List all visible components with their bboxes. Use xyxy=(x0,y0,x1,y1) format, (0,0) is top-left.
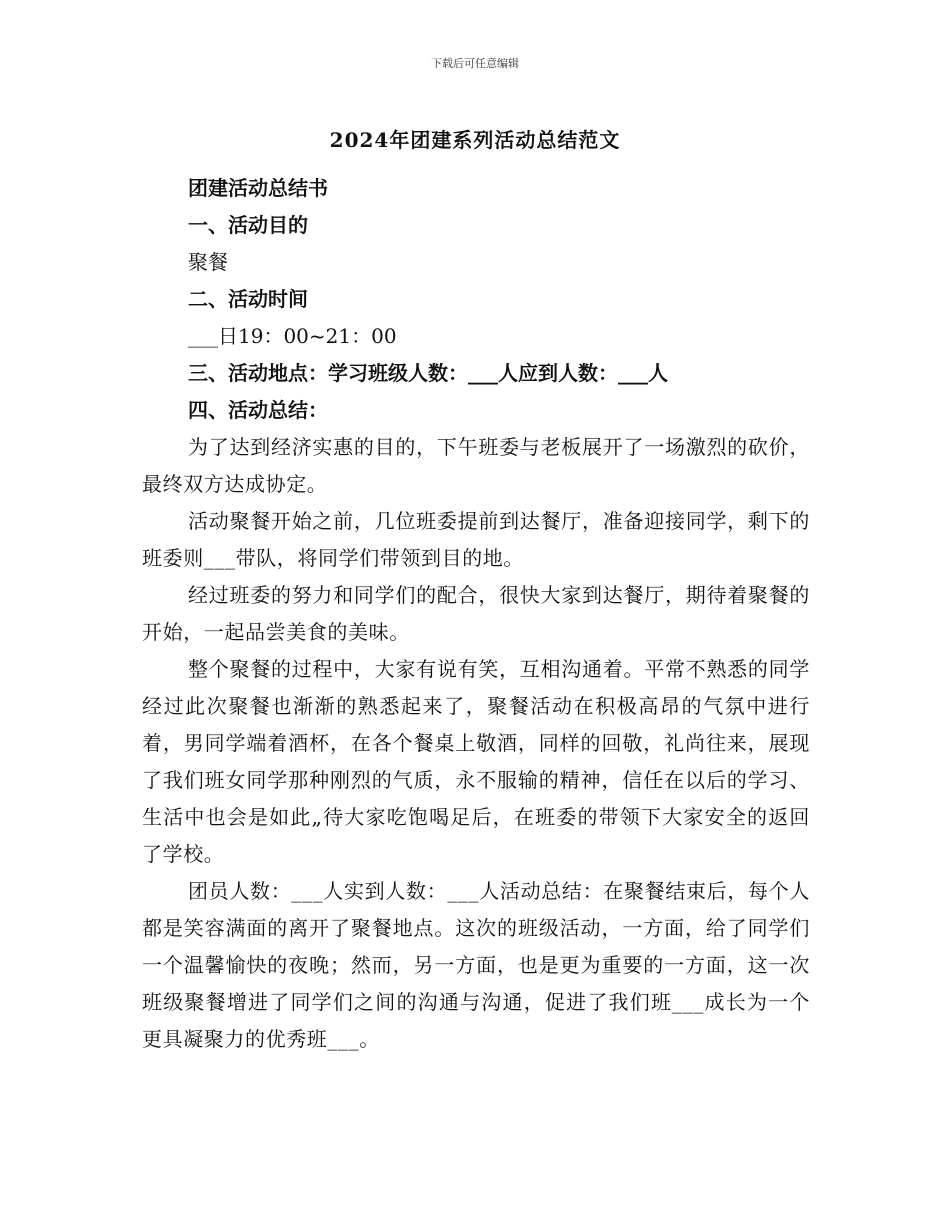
place-heading: 三、活动地点：学习班级人数：___人应到人数：___人 xyxy=(188,361,668,385)
document-title: 2024年团建系列活动总结范文 xyxy=(329,128,621,152)
purpose-text: 聚餐 xyxy=(188,250,228,274)
document-body xyxy=(142,170,810,1058)
paragraph-2: 活动聚餐开始之前，几位班委提前到达餐厅，准备迎接同学，剩下的班委则___带队，将同学们带领到目的地。 xyxy=(142,509,810,570)
paragraph-4: 整个聚餐的过程中，大家有说有笑，互相沟通着。平常不熟悉的同学经过此次聚餐也渐渐的熟悉起来了，聚餐活动在积极高昂的气氛中进行着，男同学端着酒杯，在各个餐桌上敬酒，同样的回敬，礼尚往来，展现了我们班女同学那种刚烈的气质，永不服输的精神，信任在以后的学习、生活中也会是如此„待大家吃饱喝足后，在班委的带领下大家安全的返回了学校。 xyxy=(142,657,810,866)
paragraph-1: 为了达到经济实惠的目的，下午班委与老板展开了一场激烈的砍价，最终双方达成协定。 xyxy=(142,435,810,496)
time-heading: 二、活动时间 xyxy=(188,287,308,311)
paragraph-5: 团员人数：___人实到人数：___人活动总结：在聚餐结束后，每个人都是笑容满面的离开了聚餐地点。这次的班级活动，一方面，给了同学们一个温馨愉快的夜晚；然而，另一方面，也是更为重要的一方面，这一次班级聚餐增进了同学们之间的沟通与沟通，促进了我们班___成长为一个更具凝聚力的优秀班___。 xyxy=(142,879,810,1051)
header-note: 下载后可任意编辑 xyxy=(431,57,519,70)
summary-heading: 四、活动总结： xyxy=(188,398,328,422)
paragraph-3: 经过班委的努力和同学们的配合，很快大家到达餐厅，期待着聚餐的开始，一起品尝美食的美味。 xyxy=(142,583,810,644)
subtitle: 团建活动总结书 xyxy=(188,176,328,200)
time-text: ___日19：00~21：00 xyxy=(188,324,397,348)
purpose-heading: 一、活动目的 xyxy=(188,213,308,237)
